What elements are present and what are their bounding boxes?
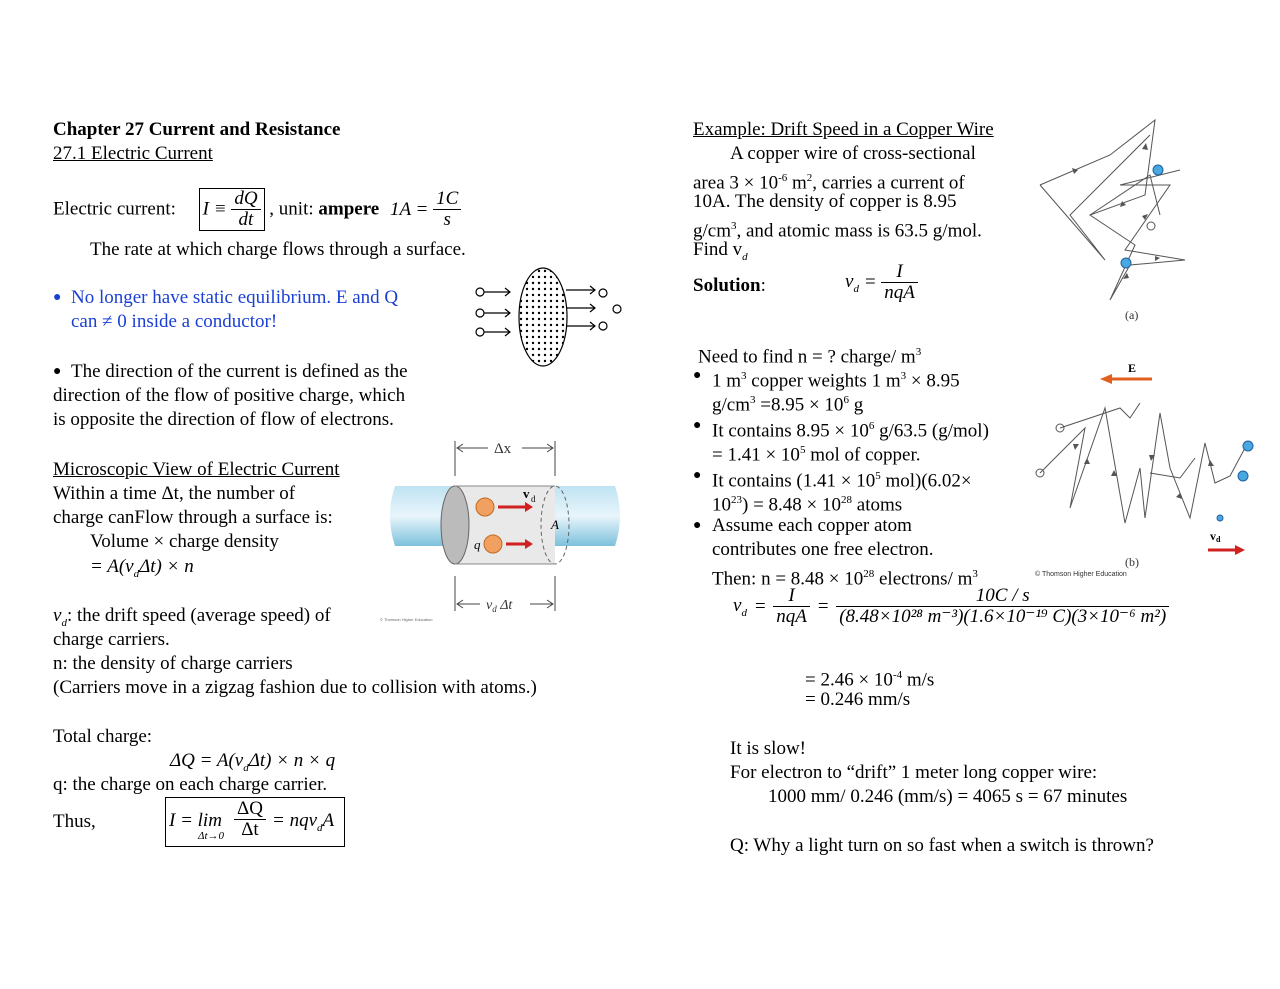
rb2-line1: It contains $8.95 \times 10^6$ g/63.5 (g/mol) <box>712 420 989 442</box>
bullet-marker: ● <box>693 418 702 433</box>
fig-vdt-label: $v_d$ Δt <box>486 598 513 614</box>
drift-calc: 1000 mm/ 0.246 (mm/s) = 4065 s = 67 minutes <box>768 786 1128 807</box>
final-eq-rhs: = nqv$_d$A <box>272 810 335 834</box>
final-equation-box <box>165 797 345 847</box>
rate-text: The rate at which charge flows through a surface. <box>90 239 466 260</box>
fig-q-label: q <box>474 537 481 552</box>
rb2-line2: = $1.41 \times 10^5$ mol of copper. <box>712 444 921 466</box>
zigzag-note: (Carriers move in a zigzag fashion due to collision with atoms.) <box>53 677 537 698</box>
current-eq-num: dQ <box>231 189 260 210</box>
bullet-marker: ● <box>53 290 62 305</box>
rb4-line2: contributes one free electron. <box>712 539 934 560</box>
fig-e-label: E <box>1128 361 1137 375</box>
bullet2-line1: The direction of the current is defined as the <box>71 361 408 382</box>
fig-vd-label: v <box>523 486 530 501</box>
bullet-marker: ● <box>693 468 702 483</box>
fig-vd-label-b: vd <box>1210 529 1221 544</box>
section-title: 27.1 Electric Current <box>53 143 213 164</box>
current-eq-fraction <box>231 189 260 230</box>
micro-title: Microscopic View of Electric Current <box>53 459 340 480</box>
unit-word: ampere <box>318 198 380 220</box>
example-line1: A copper wire of cross-sectional <box>730 143 976 164</box>
fig-credit: © Thomson Higher Education <box>380 617 433 622</box>
calc-fraction-2: $\frac{10C / s}{\text{(8.48×10²⁸ m⁻³)(1.6×10⁻¹⁹ C)(3×10⁻⁶ m²)}}$ <box>836 586 1169 627</box>
final-eq-lhs: I = lim <box>169 810 222 831</box>
chapter-title: Chapter 27 Current and Resistance <box>53 119 341 140</box>
fig-b-credit: © Thomson Higher Education <box>1035 571 1127 578</box>
solution-label: Solution: <box>693 275 766 296</box>
electric-current-label: Electric current: <box>53 198 176 220</box>
unit-eq: 1A = <box>390 198 429 220</box>
bullet-marker: ● <box>53 364 62 379</box>
fig-a-caption: (a) <box>1125 308 1139 322</box>
wire-figure <box>380 436 630 626</box>
rb1-line1: 1 $m^3$ copper weights 1 $m^3 \times 8.95$ <box>712 370 960 392</box>
then-line: Then: $n = 8.48 \times 10^{28}$ electrons/ $m^3$ <box>712 568 978 590</box>
q-definition: q: the charge on each charge carrier. <box>53 774 328 795</box>
random-walk-figure-a <box>1030 115 1200 325</box>
example-line4: $g/cm^3$, and atomic mass is 63.5 g/mol. <box>693 220 982 242</box>
example-title: Example: Drift Speed in a Copper Wire <box>693 119 994 140</box>
total-charge-label: Total charge: <box>53 726 153 747</box>
unit-den: s <box>443 209 451 230</box>
unit-num: 1C <box>433 189 461 210</box>
solution-equation: $v_d$ = $\frac{I}{\text{nqA}}$ <box>845 262 918 303</box>
vd-definition-cont: charge carriers. <box>53 629 170 650</box>
fig-a-label: A <box>551 517 559 532</box>
dq-equation: $\Delta Q = A(v_d\Delta t) \times n \times q$ <box>170 750 336 774</box>
slow-line: It is slow! <box>730 738 806 759</box>
micro-line1: Within a time Δt, the number of <box>53 483 296 504</box>
result-line2: = 0.246 mm/s <box>805 689 911 710</box>
fig-b-caption: (b) <box>1125 555 1139 569</box>
question-line: Q: Why a light turn on so fast when a switch is thrown? <box>730 835 1154 856</box>
bullet2-line2: direction of the flow of positive charge, which <box>53 385 406 406</box>
rb3-line2: $10^{23}) = 8.48 \times 10^{28}$ atoms <box>712 494 903 516</box>
bullet2-line3: is opposite the direction of flow of electrons. <box>53 409 394 430</box>
need-find: Need to find n = ? charge/ $m^3$ <box>698 346 922 368</box>
fig-dx-label: Δx <box>494 441 512 457</box>
current-equation-box <box>199 188 265 231</box>
calc-fraction-1: $\frac{I}{\text{nqA}}$ <box>773 586 810 627</box>
calc-equation: $v_d$ = $\frac{I}{\text{nqA}}$ = $\frac{10C / s}{\text{(8.48×10²⁸ m⁻³)(1.6×10⁻¹⁹ C)(3×10⁻⁶ m²)}}$ <box>733 586 1169 627</box>
drift-line: For electron to “drift” 1 meter long copper wire: <box>730 762 1098 783</box>
micro-line4: = $A(v_d\Delta t) \times n$ <box>90 556 194 580</box>
solution-fraction: $\frac{I}{\text{nqA}}$ <box>881 262 918 303</box>
example-line5: Find $v_d$ <box>693 239 748 263</box>
surface-flow-figure <box>470 262 630 372</box>
unit-fraction <box>433 189 461 230</box>
thus-label: Thus, <box>53 811 96 832</box>
bullet-marker: ● <box>693 518 702 533</box>
current-eq-den: dt <box>238 209 254 230</box>
bullet1-line2: can ≠ 0 inside a conductor! <box>71 311 278 332</box>
example-line3: 10A. The density of copper is 8.95 <box>693 191 957 212</box>
random-walk-figure-b <box>1030 358 1255 578</box>
rb4-line1: Assume each copper atom <box>712 515 912 536</box>
rb1-line2: $g/cm^3 =8.95 \times 10^6$ g <box>712 394 864 416</box>
micro-line2: charge canFlow through a surface is: <box>53 507 333 528</box>
micro-line3: Volume × charge density <box>90 531 279 552</box>
current-eq-lhs: I ≡ <box>202 198 227 220</box>
vd-definition: $v_d$: the drift speed (average speed) of <box>53 605 331 629</box>
final-eq-lim-sub: Δt→0 <box>198 830 225 842</box>
unit-label: , unit: <box>269 198 314 220</box>
fig-vd-sub: d <box>531 494 536 504</box>
final-eq-fraction: $\frac{\Delta Q}{\Delta t}$ <box>234 799 266 840</box>
electric-current-definition <box>53 188 461 231</box>
n-definition: n: the density of charge carriers <box>53 653 293 674</box>
rb3-line1: It contains ($1.41 \times 10^5$ mol)(6.02× <box>712 470 972 492</box>
bullet-marker: ● <box>693 368 702 383</box>
example-line2: area $3 \times 10^{-6}$ $m^2$, carries a current of <box>693 172 965 194</box>
result-line1: = $2.46 \times 10^{-4}$ m/s <box>805 669 935 691</box>
bullet1-line1: No longer have static equilibrium. E and Q <box>71 287 399 308</box>
